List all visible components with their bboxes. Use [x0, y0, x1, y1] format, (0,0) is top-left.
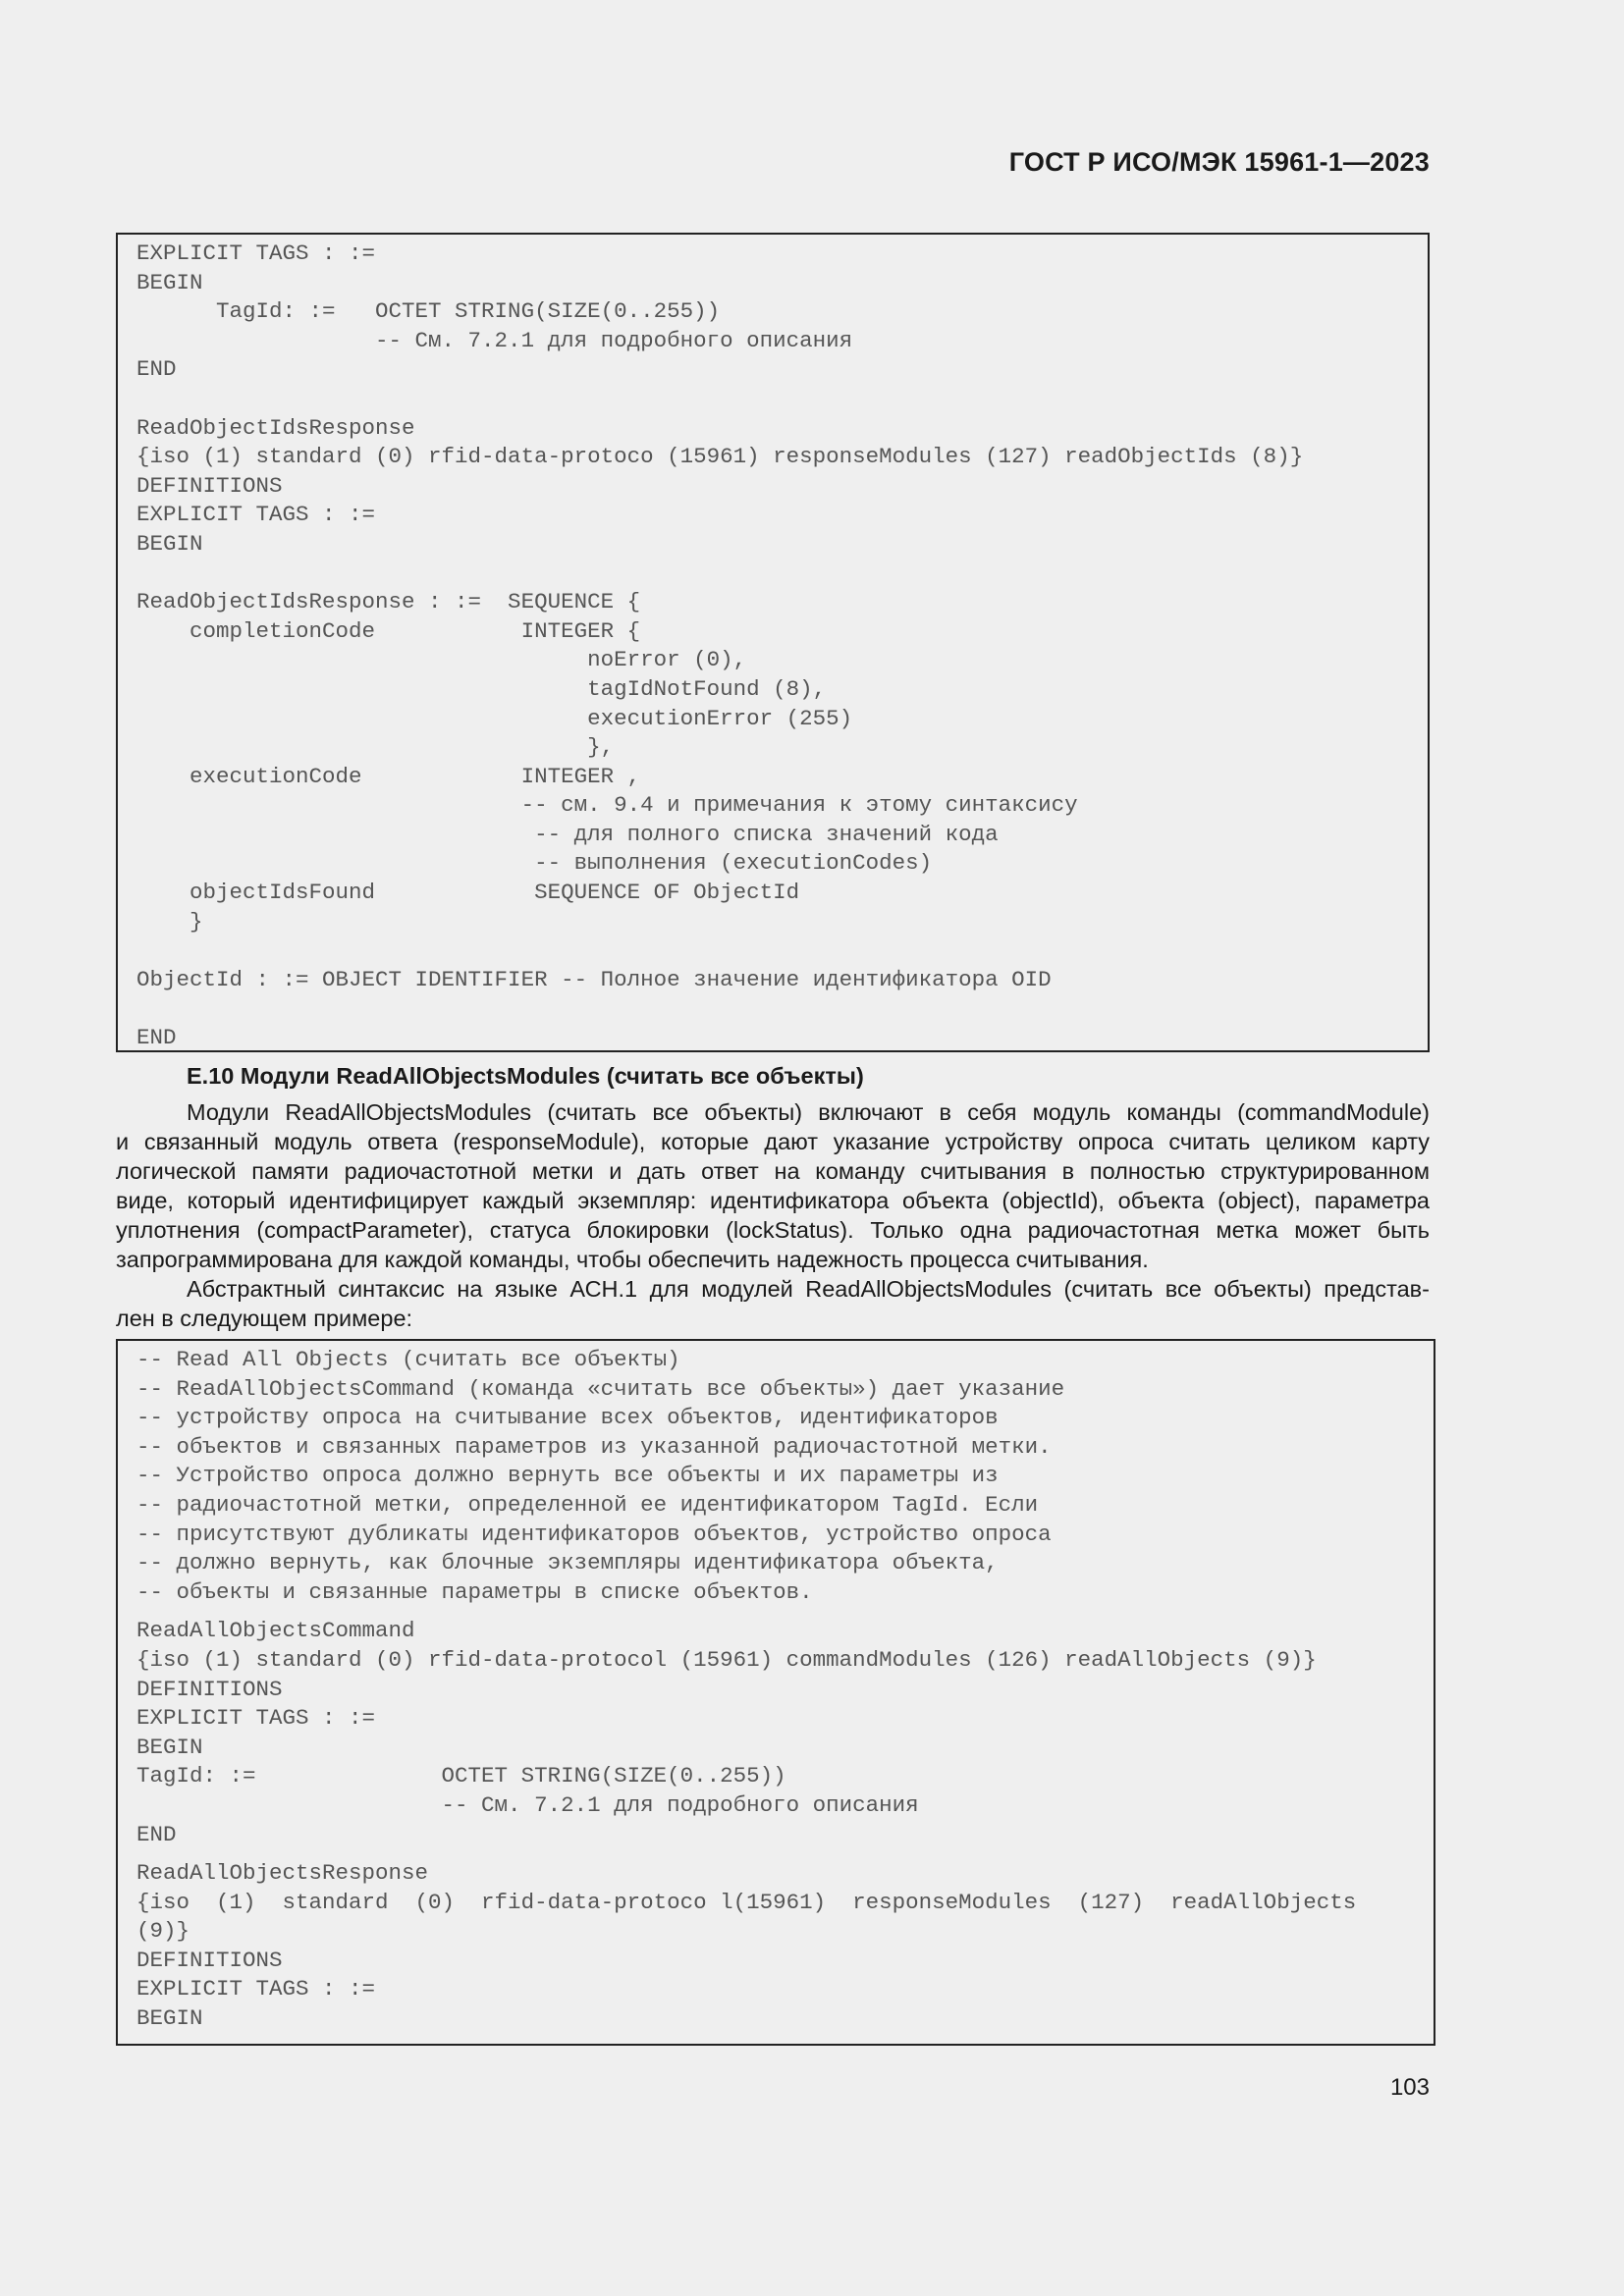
code-line: -- см. 9.4 и примечания к этому синтаксису	[136, 792, 1078, 819]
code-line: ObjectId : := OBJECT IDENTIFIER -- Полное значение идентификатора OID	[136, 966, 1052, 992]
code-line: ReadAllObjectsCommand	[136, 1618, 415, 1644]
paragraph-line: Абстрактный синтаксис на языке АСН.1 для модулей ReadAllObjectsModules (считать все объекты) представ-	[187, 1276, 1430, 1302]
code-line: completionCode INTEGER {	[136, 617, 641, 644]
code-line: -- для полного списка значений кода	[136, 821, 999, 847]
paragraph-line: лен в следующем примере:	[116, 1306, 413, 1331]
code-line: -- См. 7.2.1 для подробного описания	[136, 1791, 919, 1818]
code-spacer	[136, 1607, 1434, 1617]
section-title: E.10 Модули ReadAllObjectsModules (считать все объекты)	[187, 1063, 864, 1089]
code-line: BEGIN	[136, 2005, 203, 2032]
code-line: -- См. 7.2.1 для подробного описания	[136, 327, 853, 353]
code-line: EXPLICIT TAGS : :=	[136, 1976, 376, 2002]
code-line: END	[136, 1025, 177, 1051]
code-line: DEFINITIONS	[136, 1947, 283, 1973]
code-line: -- должно вернуть, как блочные экземпляры идентификатора объекта,	[136, 1550, 999, 1576]
code-block-readobjectids	[116, 233, 1430, 1052]
code-line: },	[136, 734, 615, 761]
code-line: DEFINITIONS	[136, 472, 283, 499]
code-line	[136, 385, 1428, 414]
code-spacer	[136, 1849, 1434, 1859]
code-line: -- присутствуют дубликаты идентификаторов объектов, устройство опроса	[136, 1521, 1052, 1547]
code-line: tagIdNotFound (8),	[136, 675, 827, 702]
code-line: ReadAllObjectsResponse	[136, 1860, 429, 1887]
code-line: {iso (1) standard (0) rfid-data-protoco l(15961) responseModules (127) readAllObjects	[136, 1889, 1357, 1915]
code-line: EXPLICIT TAGS : :=	[136, 240, 376, 266]
code-line: -- устройству опроса на считывание всех объектов, идентификаторов	[136, 1405, 999, 1431]
code-line: -- радиочастотной метки, определенной ее идентификатором TagId. Если	[136, 1491, 1039, 1518]
code-line: BEGIN	[136, 1734, 203, 1760]
code-line: (9)}	[136, 1918, 190, 1945]
paragraph-description	[116, 1097, 1430, 1274]
page-number: 103	[1389, 2074, 1430, 2101]
paragraph-line: логической памяти радиочастотной метки и дать ответ на команду считывания в полностью структурированном	[116, 1158, 1430, 1184]
code-line: -- ReadAllObjectsCommand (команда «считать все объекты») дает указание	[136, 1375, 1065, 1402]
code-block-readallobjects	[116, 1339, 1435, 2046]
code-line: -- объектов и связанных параметров из указанной радиочастотной метки.	[136, 1433, 1052, 1460]
code-line: END	[136, 356, 177, 383]
code-line: END	[136, 1821, 177, 1847]
code-line: noError (0),	[136, 647, 747, 673]
code-line: DEFINITIONS	[136, 1676, 283, 1702]
code-line: {iso (1) standard (0) rfid-data-protocol (15961) commandModules (126) readAllObjects (9)}	[136, 1646, 1317, 1673]
code-line: TagId: := OCTET STRING(SIZE(0..255))	[136, 1763, 786, 1789]
code-line: -- Read All Objects (считать все объекты)	[136, 1347, 680, 1372]
code-line	[136, 560, 1428, 589]
code-line: -- объекты и связанные параметры в списке объектов.	[136, 1578, 813, 1605]
paragraph-line: и связанный модуль ответа (responseModule), которые дают указание устройству опроса считать целиком карту	[116, 1129, 1430, 1154]
code-line: ReadObjectIdsResponse	[136, 414, 415, 441]
code-line: -- выполнения (executionCodes)	[136, 850, 933, 877]
code-line: executionError (255)	[136, 705, 853, 731]
code-line: EXPLICIT TAGS : :=	[136, 502, 376, 528]
code-line: }	[136, 908, 203, 934]
paragraph-syntax-intro	[116, 1274, 1430, 1333]
paragraph-line: Модули ReadAllObjectsModules (считать все объекты) включают в себя модуль команды (commandModule)	[187, 1099, 1430, 1125]
code-line: BEGIN	[136, 530, 203, 557]
code-line	[136, 936, 1428, 966]
code-line: {iso (1) standard (0) rfid-data-protoco (15961) responseModules (127) readObjectIds (8)}	[136, 444, 1304, 470]
code-line: ReadObjectIdsResponse : := SEQUENCE {	[136, 589, 641, 615]
code-line: TagId: := OCTET STRING(SIZE(0..255))	[136, 298, 721, 325]
code-line	[136, 994, 1428, 1024]
code-line: executionCode INTEGER ,	[136, 763, 641, 789]
paragraph-line: виде, который идентифицирует каждый экземпляр: идентификатора объекта (objectId), объекта (object), параметра	[116, 1188, 1430, 1213]
paragraph-line: уплотнения (compactParameter), статуса блокировки (lockStatus). Только одна радиочастотная метка может быть	[116, 1217, 1430, 1243]
paragraph-line: запрограммирована для каждой команды, чтобы обеспечить надежность процесса считывания.	[116, 1247, 1149, 1272]
document-header: ГОСТ Р ИСО/МЭК 15961-1—2023	[1008, 147, 1430, 177]
code-line: BEGIN	[136, 269, 203, 295]
code-line: objectIdsFound SEQUENCE OF ObjectId	[136, 880, 800, 906]
code-line: EXPLICIT TAGS : :=	[136, 1705, 376, 1732]
code-line: -- Устройство опроса должно вернуть все объекты и их параметры из	[136, 1463, 999, 1489]
